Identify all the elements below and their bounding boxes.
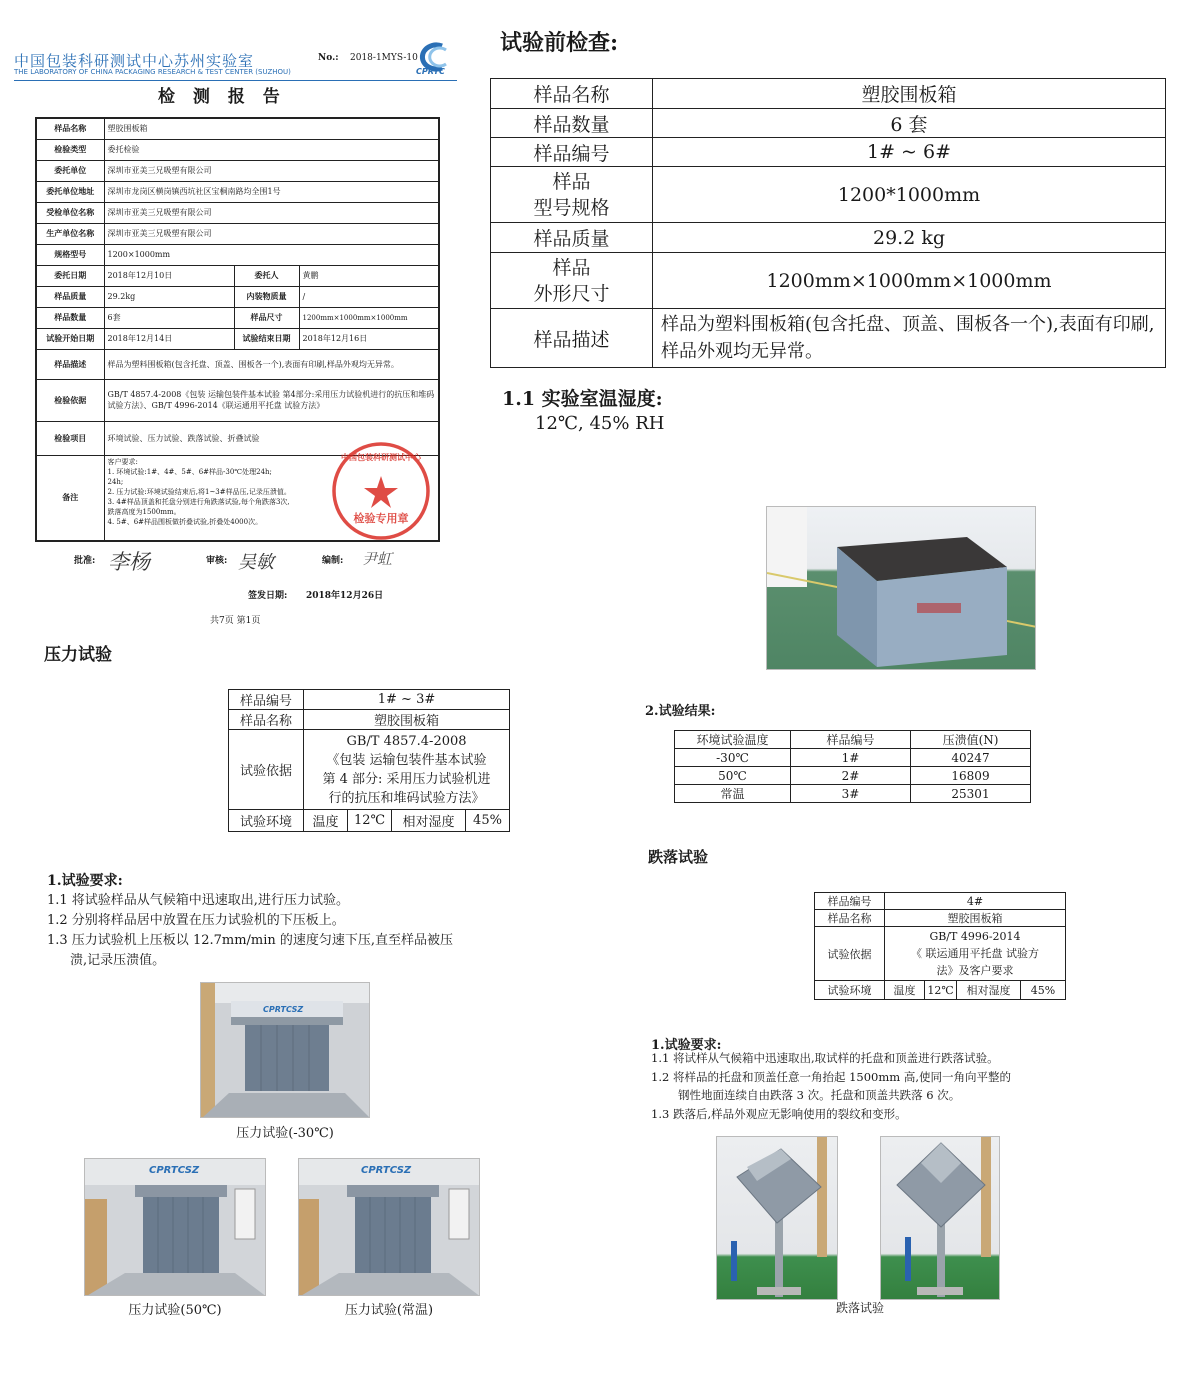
qty-value: 6套 <box>104 307 234 328</box>
page-info: 共7页 第1页 <box>210 616 261 626</box>
drop-label: 样品名称 <box>815 910 885 927</box>
machine-logo: CPRTCSZ <box>361 1165 412 1176</box>
report-title: 检 测 报 告 <box>158 87 286 107</box>
end-label: 试验结束日期 <box>234 328 299 349</box>
pressure-info-table <box>228 689 510 832</box>
report-value: 1200×1000mm <box>104 244 439 265</box>
results-cell: 3# <box>791 785 911 803</box>
remark-line: 4. 5#、6#样品围板做折叠试验,折叠处4000次。 <box>107 517 263 526</box>
drop-req: 1.1 将试样从气候箱中迅速取出,取试样的托盘和顶盖进行跌落试验。 <box>651 1051 999 1065</box>
report-value: 深圳市龙岗区横岗镇西坑社区宝桐南路均全围1号 <box>104 181 439 202</box>
report-value: 委托检验 <box>104 139 439 160</box>
drop-heading: 跌落试验 <box>648 848 709 866</box>
report-label: 委托单位地址 <box>36 181 104 202</box>
remark-line: 2. 压力试验:环境试验结束后,将1~3#样品压,记录压溃值。 <box>107 487 291 496</box>
date-value: 2018年12月10日 <box>104 265 234 286</box>
report-label: 受检单位名称 <box>36 202 104 223</box>
pressure-caption: 压力试验(常温) <box>344 1303 434 1318</box>
pressure-value: 塑胶围板箱 <box>304 710 510 730</box>
pressure-photo-minus30 <box>200 982 370 1118</box>
results-cell: 1# <box>791 749 911 767</box>
drop-temp-value: 12℃ <box>925 981 957 1000</box>
pre-label: 样品编号 <box>491 138 653 167</box>
pre-value: 塑胶围板箱 <box>653 79 1166 109</box>
hum-value: 45% <box>466 810 510 832</box>
cprtc-logo-text: CPRTC <box>416 67 445 76</box>
report-no-label: No.: <box>318 53 339 63</box>
remark-line: 1. 环境试验:1#、4#、5#、6#样品-30℃处理24h; <box>107 467 272 476</box>
pressure-photo-50c <box>84 1158 266 1296</box>
report-value: 塑胶围板箱 <box>104 118 439 139</box>
report-label: 生产单位名称 <box>36 223 104 244</box>
approve-signature: 李杨 <box>108 550 150 574</box>
stamp-text: 中国包装科研测试中心 <box>341 452 421 462</box>
desc-label: 样品描述 <box>36 349 104 379</box>
inner-label: 内装物质量 <box>234 286 299 307</box>
items-label: 检验项目 <box>36 421 104 455</box>
cprtc-logo <box>412 42 460 78</box>
drop-value: 塑胶围板箱 <box>885 910 1066 927</box>
drop-photo-2 <box>880 1136 1000 1300</box>
drop-hum-value: 45% <box>1021 981 1066 1000</box>
report-label: 样品名称 <box>36 118 104 139</box>
issue-label: 签发日期: <box>248 591 288 601</box>
results-cell: 25301 <box>911 785 1031 803</box>
pressure-req: 溃,记录压溃值。 <box>70 953 166 968</box>
pre-label: 样品质量 <box>491 223 653 253</box>
hum-label: 相对湿度 <box>392 810 466 832</box>
results-column-header: 样品编号 <box>791 731 911 749</box>
qty-label: 样品数量 <box>36 307 104 328</box>
drop-hum-label: 相对湿度 <box>957 981 1021 1000</box>
temp-value: 12℃ <box>348 810 392 832</box>
pressure-req-heading: 1.试验要求: <box>47 873 123 889</box>
review-label: 审核: <box>206 556 228 566</box>
climate-value: 12℃, 45% RH <box>535 413 665 434</box>
pre-value: 1# ~ 6# <box>653 138 1166 167</box>
results-cell: 常温 <box>675 785 791 803</box>
pressure-value: GB/T 4857.4-2008 《包装 运输包装件基本试验 第 4 部分: 采用压力试验机进 行的抗压和堆码试验方法》 <box>304 730 510 810</box>
client-value: 黄鹏 <box>299 265 439 286</box>
drop-label: 样品编号 <box>815 893 885 910</box>
size-label: 样品尺寸 <box>234 307 299 328</box>
results-cell: 2# <box>791 767 911 785</box>
results-table <box>674 730 1031 803</box>
temp-label: 温度 <box>304 810 348 832</box>
pre-label: 样品 外形尺寸 <box>491 253 653 309</box>
pre-heading: 试验前检查: <box>500 30 619 56</box>
lab-name-cn: 中国包装科研测试中心苏州实验室 <box>14 52 255 70</box>
drop-req: 钢性地面连续自由跌落 3 次。托盘和顶盖共跌落 6 次。 <box>678 1088 961 1102</box>
report-label: 规格型号 <box>36 244 104 265</box>
pre-value: 1200mm×1000mm×1000mm <box>653 253 1166 309</box>
basis-value: GB/T 4857.4-2008《包装 运输包装件基本试验 第4部分:采用压力试验机进行的抗压和堆码试验方法》、GB/T 4996-2014《联运通用平托盘 试验方法》 <box>104 379 439 421</box>
mass-value: 29.2kg <box>104 286 234 307</box>
official-stamp <box>330 440 432 542</box>
pre-label: 样品数量 <box>491 109 653 138</box>
pressure-caption: 压力试验(50℃) <box>128 1303 222 1318</box>
prepare-label: 编制: <box>322 556 344 566</box>
report-label: 检验类型 <box>36 139 104 160</box>
drop-label: 试验环境 <box>815 981 885 1000</box>
stamp-sub: 检验专用章 <box>353 512 409 525</box>
pre-value: 29.2 kg <box>653 223 1166 253</box>
start-value: 2018年12月14日 <box>104 328 234 349</box>
pressure-label: 样品编号 <box>229 690 304 710</box>
drop-req: 1.2 将样品的托盘和顶盖任意一角抬起 1500mm 高,使同一角向平整的 <box>651 1070 1011 1084</box>
size-value: 1200mm×1000mm×1000mm <box>299 307 439 328</box>
results-column-header: 压溃值(N) <box>911 731 1031 749</box>
pressure-req: 1.1 将试验样品从气候箱中迅速取出,进行压力试验。 <box>47 893 349 908</box>
client-label: 委托人 <box>234 265 299 286</box>
date-label: 委托日期 <box>36 265 104 286</box>
drop-label: 试验依据 <box>815 927 885 981</box>
end-value: 2018年12月16日 <box>299 328 439 349</box>
pressure-req: 1.3 压力试验机上压板以 12.7mm/min 的速度匀速下压,直至样品被压 <box>47 933 454 948</box>
results-cell: -30℃ <box>675 749 791 767</box>
pre-label: 样品 型号规格 <box>491 167 653 223</box>
report-value: 深圳市亚美三兄吸塑有限公司 <box>104 160 439 181</box>
remark-label: 备注 <box>36 455 104 541</box>
remark-line: 24h; <box>107 477 124 486</box>
drop-temp-label: 温度 <box>885 981 925 1000</box>
desc-value: 样品为塑料围板箱(包含托盘、顶盖、围板各一个),表面有印刷,样品外观均无异常。 <box>104 349 439 379</box>
pre-label: 样品名称 <box>491 79 653 109</box>
drop-caption: 跌落试验 <box>835 1301 884 1315</box>
report-label: 委托单位 <box>36 160 104 181</box>
report-value: 深圳市亚美三兄吸塑有限公司 <box>104 223 439 244</box>
results-column-header: 环境试验温度 <box>675 731 791 749</box>
pre-value: 1200*1000mm <box>653 167 1166 223</box>
machine-logo: CPRTCSZ <box>149 1165 200 1176</box>
start-label: 试验开始日期 <box>36 328 104 349</box>
pressure-value: 1# ~ 3# <box>304 690 510 710</box>
pressure-caption: 压力试验(-30℃) <box>236 1126 334 1141</box>
lab-name-en: THE LABORATORY OF CHINA PACKAGING RESEARCH & TEST CENTER (SUZHOU) <box>14 68 291 76</box>
items-value: 环境试验、压力试验、跌落试验、折叠试验 <box>104 421 439 455</box>
pressure-req: 1.2 分别将样品居中放置在压力试验机的下压板上。 <box>47 913 345 928</box>
inner-value: / <box>299 286 439 307</box>
drop-info-table <box>814 892 1066 1000</box>
climate-heading: 1.1 实验室温湿度: <box>502 388 663 410</box>
sample-photo <box>766 506 1036 670</box>
machine-logo: CPRTCSZ <box>263 1005 304 1014</box>
review-signature: 吴敏 <box>238 552 274 573</box>
report-no: 2018-1MYS-10 <box>350 53 418 63</box>
drop-req: 1.3 跌落后,样品外观应无影响使用的裂纹和变形。 <box>651 1107 907 1121</box>
results-cell: 50℃ <box>675 767 791 785</box>
pressure-photo-room <box>298 1158 480 1296</box>
results-cell: 16809 <box>911 767 1031 785</box>
remark-line: 跌落高度为1500mm。 <box>107 507 181 516</box>
pressure-label: 样品名称 <box>229 710 304 730</box>
pre-label: 样品描述 <box>491 309 653 368</box>
approve-label: 批准: <box>74 556 96 566</box>
report-value: 深圳市亚美三兄吸塑有限公司 <box>104 202 439 223</box>
remark-line: 3. 4#样品顶盖和托盘分别进行角跌落试验,每个角跌落3次, <box>107 497 290 506</box>
prepare-signature: 尹虹 <box>362 550 393 568</box>
basis-label: 检验依据 <box>36 379 104 421</box>
remark-line: 客户要求: <box>107 457 138 466</box>
drop-value: 4# <box>885 893 1066 910</box>
pressure-label: 试验依据 <box>229 730 304 810</box>
mass-label: 样品质量 <box>36 286 104 307</box>
pressure-label: 试验环境 <box>229 810 304 832</box>
drop-photo-1 <box>716 1136 838 1300</box>
issue-date: 2018年12月26日 <box>306 591 384 601</box>
pre-value: 6 套 <box>653 109 1166 138</box>
drop-req-heading: 1.试验要求: <box>651 1038 722 1053</box>
drop-value: GB/T 4996-2014 《 联运通用平托盘 试验方 法》及客户要求 <box>885 927 1066 981</box>
pre-value: 样品为塑料围板箱(包含托盘、顶盖、围板各一个),表面有印刷,样品外观均无异常。 <box>653 309 1166 368</box>
results-cell: 40247 <box>911 749 1031 767</box>
pressure-heading: 压力试验 <box>44 645 112 665</box>
pre-table <box>490 78 1166 368</box>
results-heading: 2.试验结果: <box>645 704 716 719</box>
